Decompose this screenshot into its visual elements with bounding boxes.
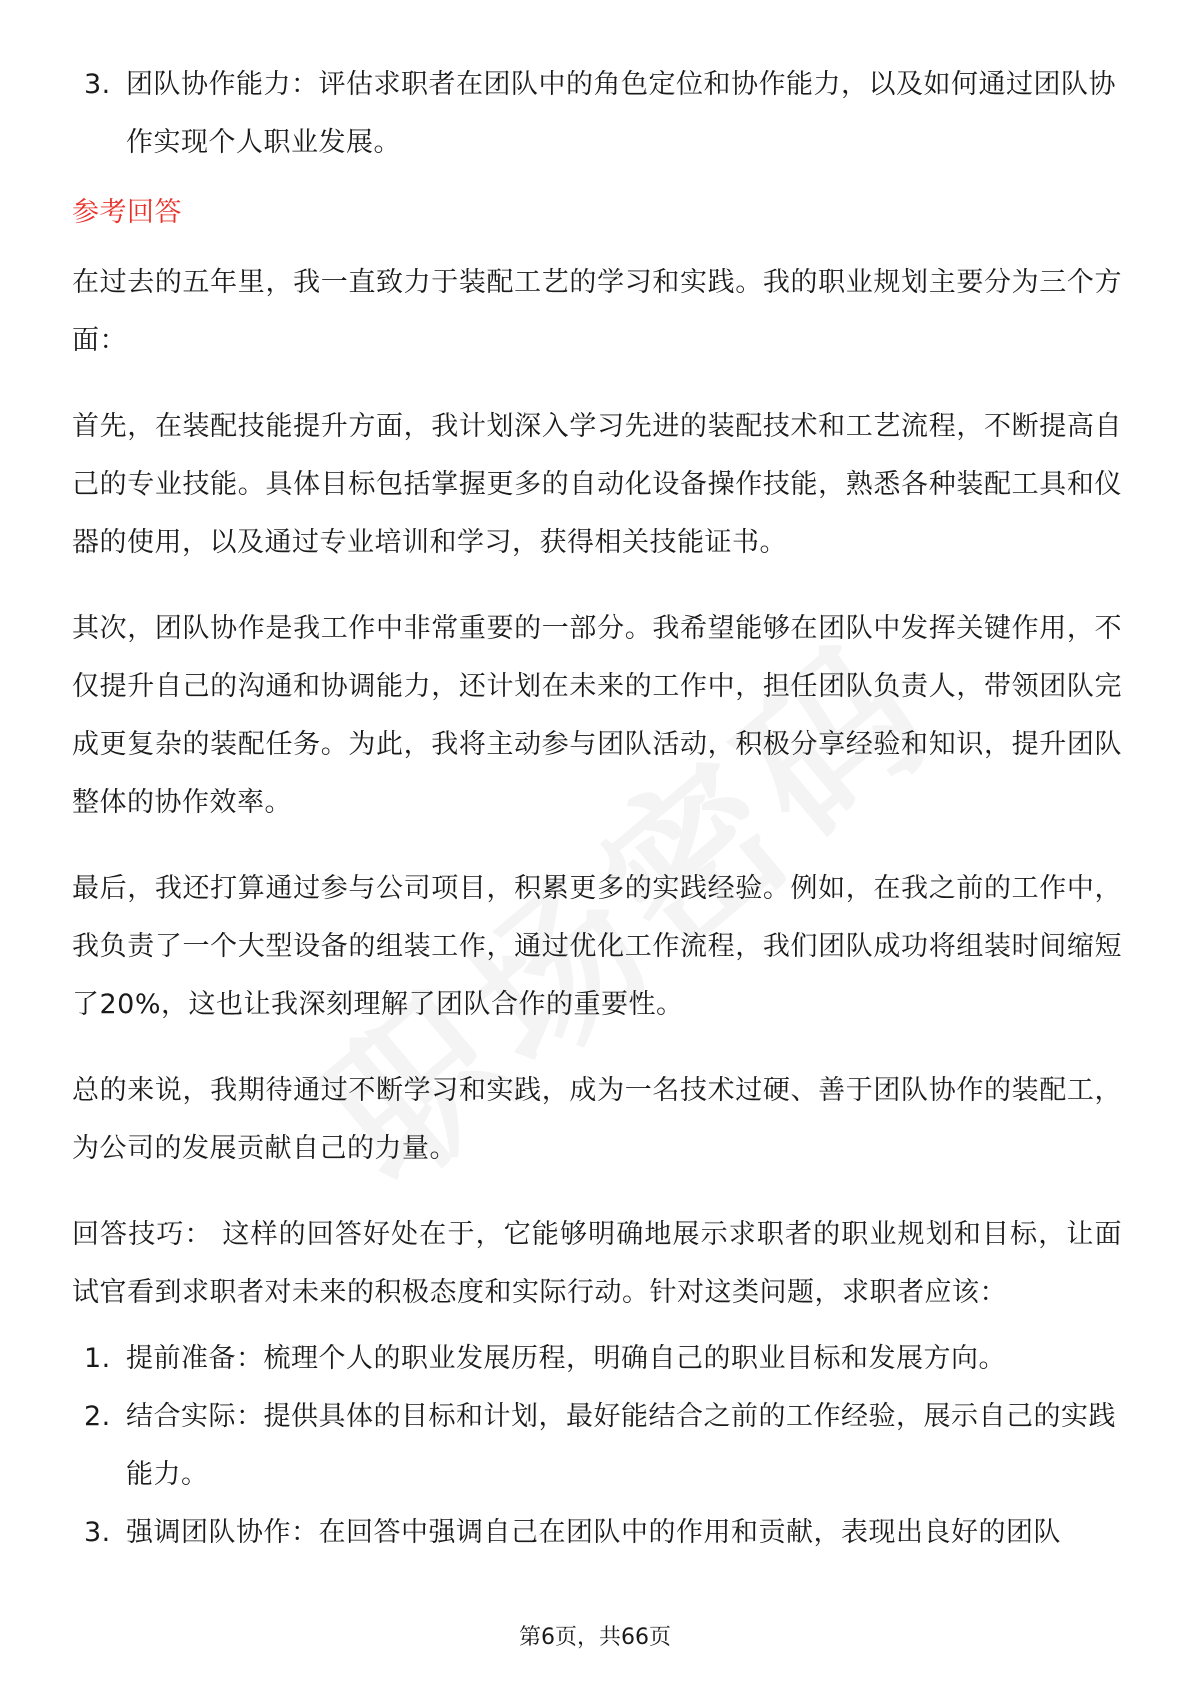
- page-content: [72, 56, 1122, 1562]
- list-item-text: 团队协作能力：评估求职者在团队中的角色定位和协作能力，以及如何通过团队协作实现个人职业发展。: [126, 69, 1116, 158]
- page-number-footer: 第6页，共66页: [519, 1625, 671, 1650]
- list-item-number: 1.: [84, 1343, 111, 1374]
- list-item-number: 3.: [84, 1517, 111, 1548]
- list-item-text: 强调团队协作：在回答中强调自己在团队中的作用和贡献，表现出良好的团队: [126, 1517, 1061, 1548]
- paragraph-third: 最后，我还打算通过参与公司项目，积累更多的实践经验。例如，在我之前的工作中，我负责了一个大型设备的组装工作，通过优化工作流程，我们团队成功将组装时间缩短了20%，这也让我深刻理解了团队合作的重要性。: [72, 873, 1122, 1020]
- paragraph-summary: 总的来说，我期待通过不断学习和实践，成为一名技术过硬、善于团队协作的装配工，为公司的发展贡献自己的力量。: [72, 1075, 1122, 1164]
- list-item-text: 结合实际：提供具体的目标和计划，最好能结合之前的工作经验，展示自己的实践能力。: [126, 1401, 1116, 1490]
- criteria-list: [72, 56, 1122, 172]
- paragraph-first: 首先，在装配技能提升方面，我计划深入学习先进的装配技术和工艺流程，不断提高自己的专业技能。具体目标包括掌握更多的自动化设备操作技能，熟悉各种装配工具和仪器的使用，以及通过专业培训和学习，获得相关技能证书。: [72, 411, 1122, 558]
- list-item: [72, 56, 1122, 172]
- section-heading: 参考回答: [72, 197, 182, 228]
- list-item: [72, 1330, 1122, 1388]
- tips-list: [72, 1330, 1122, 1562]
- paragraph-intro: 在过去的五年里，我一直致力于装配工艺的学习和实践。我的职业规划主要分为三个方面：: [72, 267, 1122, 356]
- paragraph-second: 其次，团队协作是我工作中非常重要的一部分。我希望能够在团队中发挥关键作用，不仅提升自己的沟通和协调能力，还计划在未来的工作中，担任团队负责人，带领团队完成更复杂的装配任务。为此，我将主动参与团队活动，积极分享经验和知识，提升团队整体的协作效率。: [72, 613, 1122, 818]
- list-item-number: 3.: [84, 69, 111, 100]
- paragraph-tips-intro: 回答技巧： 这样的回答好处在于，它能够明确地展示求职者的职业规划和目标，让面试官看到求职者对未来的积极态度和实际行动。针对这类问题，求职者应该：: [72, 1219, 1122, 1308]
- list-item: [72, 1504, 1122, 1562]
- list-item-number: 2.: [84, 1401, 111, 1432]
- list-item: [72, 1388, 1122, 1504]
- list-item-text: 提前准备：梳理个人的职业发展历程，明确自己的职业目标和发展方向。: [126, 1343, 1006, 1374]
